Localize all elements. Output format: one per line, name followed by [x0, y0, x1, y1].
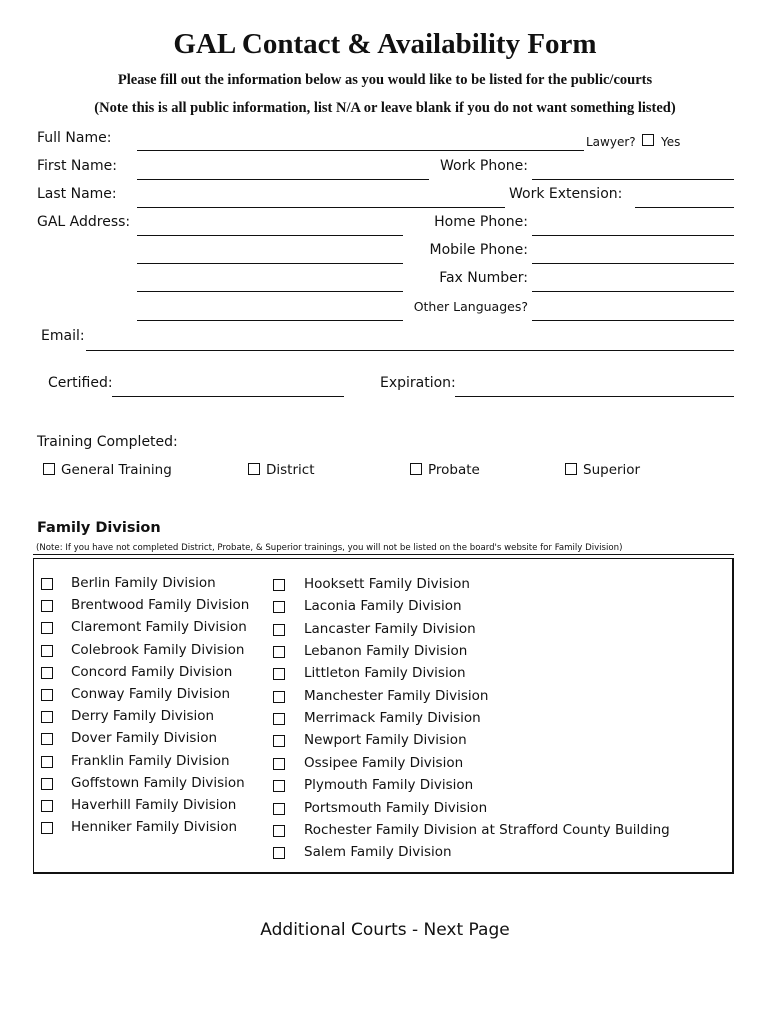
- family-division-item: Franklin Family Division: [71, 752, 230, 769]
- family-division-item: Lebanon Family Division: [304, 643, 468, 660]
- work-extension-field[interactable]: [635, 207, 734, 208]
- family-division-item: Berlin Family Division: [71, 575, 216, 591]
- mobile-phone-label: Mobile Phone:: [429, 242, 528, 258]
- mobile-phone-field[interactable]: [532, 263, 734, 264]
- certified-field[interactable]: [112, 396, 344, 397]
- family-division-item: Haverhill Family Division: [71, 797, 237, 813]
- checkbox-icon[interactable]: [41, 622, 53, 634]
- family-division-item: Hooksett Family Division: [304, 576, 470, 592]
- checkbox-icon[interactable]: [248, 463, 260, 475]
- checkbox-icon[interactable]: [41, 689, 53, 701]
- full-name-field[interactable]: [137, 150, 584, 151]
- checkbox-icon[interactable]: [41, 800, 53, 812]
- checkbox-icon[interactable]: [410, 463, 422, 475]
- footer-next-page: Additional Courts - Next Page: [260, 920, 510, 940]
- form-subtitle: Please fill out the information below as you would like to be listed for the public/courts: [117, 72, 653, 88]
- family-division-item: Plymouth Family Division: [304, 777, 474, 794]
- family-division-item: Rochester Family Division at Strafford County Building: [304, 821, 670, 838]
- gal-address-label: GAL Address:: [37, 214, 131, 230]
- checkbox-icon[interactable]: [41, 578, 53, 590]
- family-division-item: Laconia Family Division: [304, 598, 462, 615]
- email-label: Email:: [41, 328, 85, 344]
- fax-number-label: Fax Number:: [439, 270, 528, 286]
- family-division-item: Concord Family Division: [71, 663, 233, 680]
- checkbox-icon[interactable]: [41, 733, 53, 745]
- checkbox-icon[interactable]: [41, 778, 53, 790]
- work-extension-label: Work Extension:: [509, 186, 623, 202]
- checkbox-icon[interactable]: [41, 667, 53, 679]
- family-division-note: (Note: If you have not completed District, Probate, & Superior trainings, you will not be listed on the board's website for Family Division): [36, 543, 623, 553]
- other-languages-field[interactable]: [532, 320, 734, 321]
- family-division-item: Manchester Family Division: [304, 687, 489, 704]
- expiration-label: Expiration:: [380, 375, 456, 391]
- address-line-2[interactable]: [137, 263, 403, 264]
- family-division-item: Dover Family Division: [71, 730, 218, 747]
- training-probate[interactable]: [410, 462, 480, 478]
- checkbox-icon[interactable]: [565, 463, 577, 475]
- training-superior-label: Superior: [583, 462, 641, 478]
- checkbox-icon[interactable]: [41, 645, 53, 657]
- checkbox-icon[interactable]: [273, 579, 285, 591]
- family-division-item: Colebrook Family Division: [71, 641, 245, 658]
- email-field[interactable]: [86, 350, 734, 351]
- family-division-heading: Family Division: [37, 520, 161, 536]
- checkbox-icon[interactable]: [273, 825, 285, 837]
- training-district[interactable]: [248, 462, 315, 478]
- family-division-item: Merrimack Family Division: [304, 710, 481, 727]
- form-title: GAL Contact & Availability Form: [173, 28, 597, 60]
- training-heading: Training Completed:: [37, 434, 178, 450]
- training-district-label: District: [266, 462, 315, 478]
- checkbox-icon[interactable]: [273, 691, 285, 703]
- checkbox-icon[interactable]: [273, 735, 285, 747]
- family-division-item: Lancaster Family Division: [304, 620, 476, 637]
- family-division-item: Goffstown Family Division: [71, 774, 245, 791]
- lawyer-yes-label: Yes: [661, 135, 681, 149]
- last-name-field[interactable]: [137, 207, 505, 208]
- family-division-item: Brentwood Family Division: [71, 597, 250, 614]
- checkbox-icon[interactable]: [273, 713, 285, 725]
- home-phone-field[interactable]: [532, 235, 734, 236]
- checkbox-icon[interactable]: [273, 646, 285, 658]
- checkbox-icon[interactable]: [41, 600, 53, 612]
- form-note: (Note this is all public information, list N/A or leave blank if you do not want something listed): [94, 100, 676, 116]
- full-name-label: Full Name:: [37, 130, 112, 146]
- fax-number-field[interactable]: [532, 291, 734, 292]
- family-division-item: Portsmouth Family Division: [304, 799, 488, 816]
- other-languages-label: Other Languages?: [413, 299, 528, 314]
- checkbox-icon[interactable]: [41, 822, 53, 834]
- checkbox-icon[interactable]: [273, 601, 285, 613]
- first-name-label: First Name:: [37, 158, 117, 174]
- checkbox-icon[interactable]: [273, 780, 285, 792]
- family-division-item: Conway Family Division: [71, 686, 231, 702]
- checkbox-icon[interactable]: [273, 847, 285, 859]
- work-phone-field[interactable]: [532, 179, 734, 180]
- checkbox-icon[interactable]: [41, 711, 53, 723]
- last-name-label: Last Name:: [37, 186, 117, 202]
- checkbox-icon[interactable]: [41, 756, 53, 768]
- family-division-item: Henniker Family Division: [71, 819, 238, 836]
- checkbox-icon[interactable]: [273, 758, 285, 770]
- family-division-item: Claremont Family Division: [71, 619, 247, 636]
- family-division-item: Littleton Family Division: [304, 665, 466, 682]
- family-division-item: Derry Family Division: [71, 708, 215, 725]
- lawyer-label: Lawyer?: [586, 135, 636, 149]
- address-line-1[interactable]: [137, 235, 403, 236]
- certified-label: Certified:: [48, 375, 113, 391]
- expiration-field[interactable]: [455, 396, 734, 397]
- address-line-4[interactable]: [137, 320, 403, 321]
- training-general[interactable]: [43, 462, 172, 478]
- checkbox-icon[interactable]: [273, 803, 285, 815]
- first-name-field[interactable]: [137, 179, 429, 180]
- training-superior[interactable]: [565, 462, 640, 478]
- home-phone-label: Home Phone:: [434, 214, 528, 230]
- training-probate-label: Probate: [428, 462, 480, 478]
- checkbox-icon[interactable]: [273, 624, 285, 636]
- checkbox-icon[interactable]: [273, 668, 285, 680]
- family-division-item: Ossipee Family Division: [304, 754, 464, 771]
- note-divider: [33, 554, 734, 555]
- address-line-3[interactable]: [137, 291, 403, 292]
- lawyer-yes-checkbox[interactable]: [642, 134, 654, 146]
- checkbox-icon[interactable]: [43, 463, 55, 475]
- training-general-label: General Training: [61, 462, 172, 478]
- family-division-item: Salem Family Division: [304, 844, 452, 861]
- family-division-item: Newport Family Division: [304, 732, 467, 749]
- work-phone-label: Work Phone:: [440, 158, 528, 174]
